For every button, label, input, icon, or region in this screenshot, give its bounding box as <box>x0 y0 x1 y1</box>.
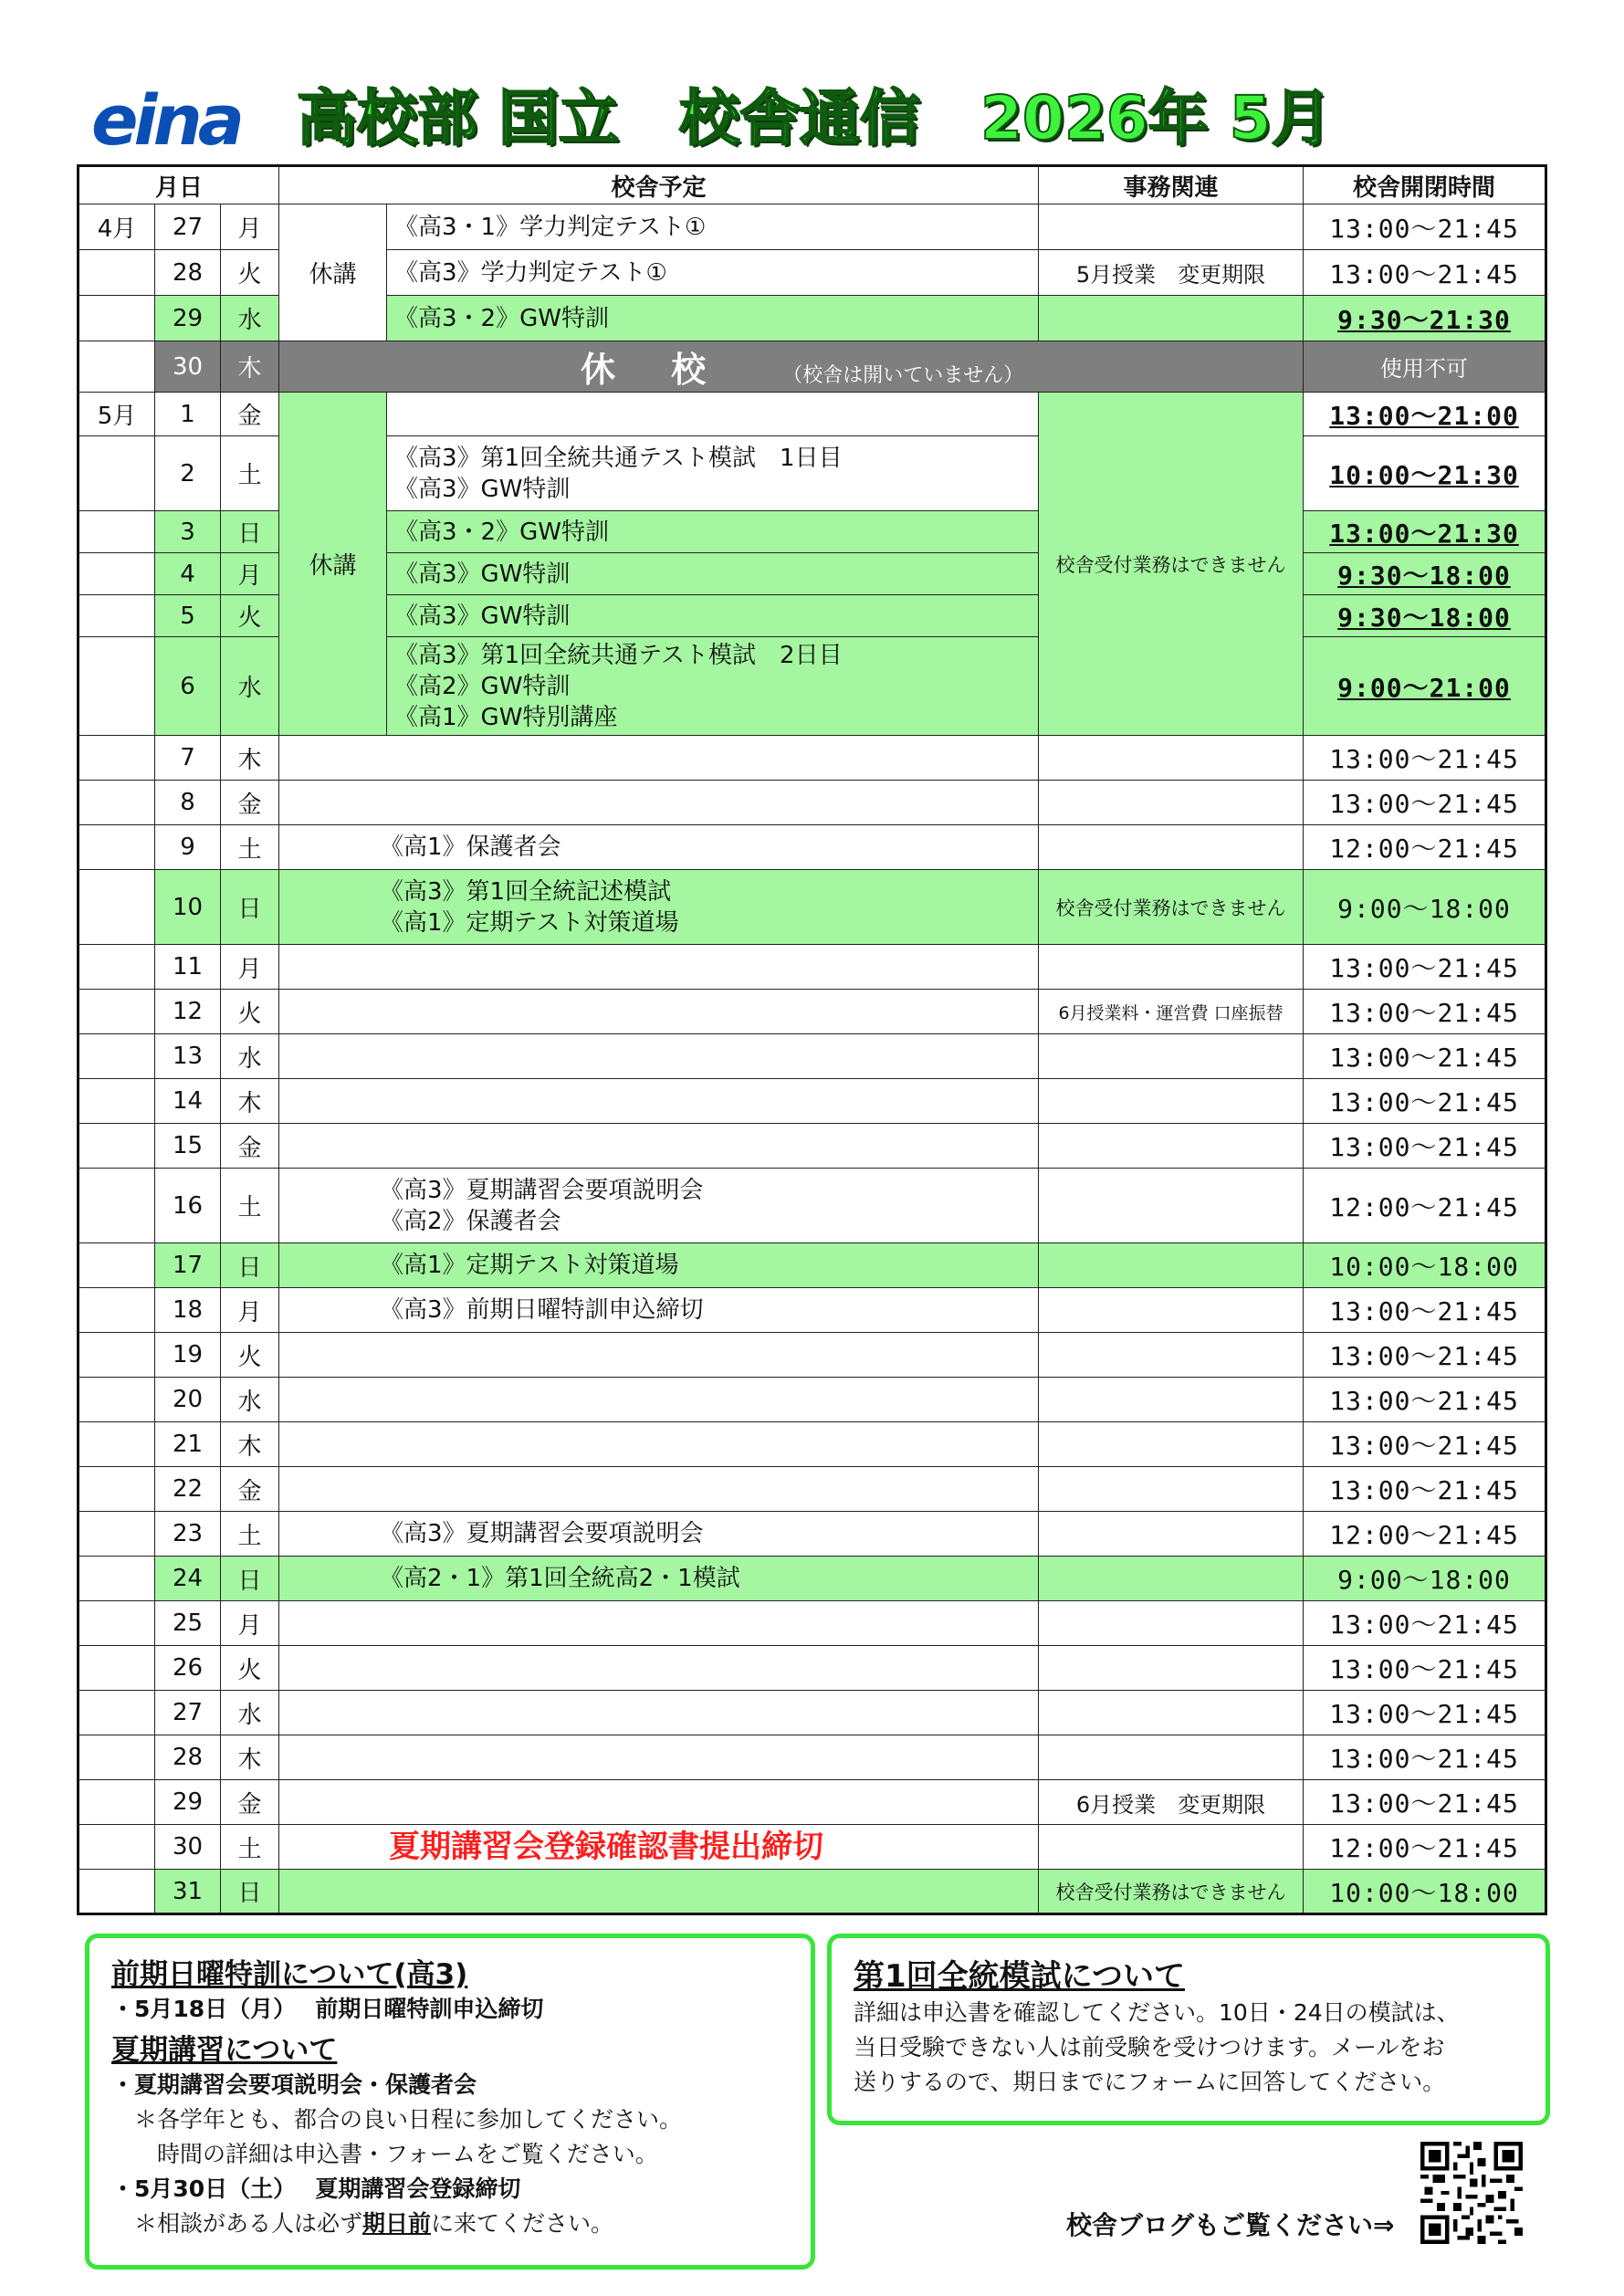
table-row <box>79 1512 1546 1557</box>
event-cell: 《高3》GW特訓 <box>387 595 1039 637</box>
notice-line: 当日受験できない人は前受験を受けつけます。メールをお <box>854 2034 1445 2060</box>
notice-text: ＊相談がある人は必ず <box>111 2210 363 2237</box>
event-line: 《高3》GW特訓 <box>394 475 571 503</box>
month-cell <box>79 1870 155 1914</box>
month-cell <box>79 870 155 945</box>
weekday-cell: 火 <box>221 1646 279 1691</box>
day-cell: 23 <box>155 1512 221 1557</box>
day-cell: 16 <box>155 1169 221 1243</box>
weekday-cell: 土 <box>221 1825 279 1870</box>
header-hours: 校舎開閉時間 <box>1304 166 1546 204</box>
hours-cell: 9:30～21:30 <box>1304 296 1546 341</box>
table-row <box>79 1079 1546 1124</box>
day-cell: 31 <box>155 1870 221 1914</box>
day-cell: 30 <box>155 1825 221 1870</box>
office-cell <box>1039 781 1304 825</box>
day-cell: 13 <box>155 1034 221 1079</box>
notice-heading: 夏期講習について <box>111 2034 338 2067</box>
notice-line: 詳細は申込書を確認してください。10日・24日の模試は、 <box>854 1999 1460 2026</box>
hours-cell: 9:30～18:00 <box>1304 553 1546 595</box>
notice-line <box>111 2207 811 2241</box>
hours-cell: 12:00～21:45 <box>1304 1169 1546 1243</box>
table-row <box>79 1691 1546 1735</box>
header-schedule: 校舎予定 <box>279 166 1039 204</box>
day-cell: 9 <box>155 825 221 870</box>
event-cell <box>279 1691 1039 1735</box>
weekday-cell: 土 <box>221 825 279 870</box>
table-row <box>79 1288 1546 1333</box>
month-cell <box>79 825 155 870</box>
hours-cell: 12:00～21:45 <box>1304 825 1546 870</box>
weekday-cell: 日 <box>221 1557 279 1601</box>
weekday-cell: 金 <box>221 393 279 436</box>
hours-cell: 13:00～21:45 <box>1304 990 1546 1034</box>
day-cell: 5 <box>155 595 221 637</box>
hours-cell: 13:00～21:45 <box>1304 1735 1546 1780</box>
event-cell <box>279 990 1039 1034</box>
event-line: 《高3》第1回全統共通テスト模試 2日目 <box>394 641 843 669</box>
qr-code-icon[interactable] <box>1420 2142 1523 2244</box>
office-cell <box>1039 1557 1304 1601</box>
month-cell <box>79 945 155 990</box>
office-cell <box>1039 1601 1304 1646</box>
event-cell <box>279 1079 1039 1124</box>
table-row <box>79 990 1546 1034</box>
month-cell <box>79 1825 155 1870</box>
hours-cell: 12:00～21:45 <box>1304 1512 1546 1557</box>
office-cell <box>1039 1333 1304 1378</box>
kyuko-cell: 休講 <box>279 204 387 341</box>
notice-text: に来てください。 <box>431 2210 614 2237</box>
hours-cell: 13:00～21:45 <box>1304 945 1546 990</box>
day-cell: 4 <box>155 553 221 595</box>
hours-cell: 10:00～21:30 <box>1304 436 1546 511</box>
day-cell: 6 <box>155 637 221 736</box>
day-cell: 20 <box>155 1378 221 1422</box>
office-cell <box>1039 1378 1304 1422</box>
notice-box-mock-exam <box>827 1934 1550 2125</box>
office-cell <box>1039 1243 1304 1288</box>
weekday-cell: 金 <box>221 1780 279 1825</box>
office-cell: 校舎受付業務はできません <box>1039 393 1304 736</box>
hours-cell: 13:00～21:45 <box>1304 204 1546 250</box>
event-cell <box>279 1780 1039 1825</box>
hours-cell: 13:00～21:45 <box>1304 781 1546 825</box>
month-cell <box>79 1557 155 1601</box>
month-cell <box>79 1601 155 1646</box>
table-row <box>79 1646 1546 1691</box>
hours-cell: 9:00～21:00 <box>1304 637 1546 736</box>
event-cell: 《高3・2》GW特訓 <box>387 511 1039 553</box>
day-cell: 29 <box>155 296 221 341</box>
day-cell: 14 <box>155 1079 221 1124</box>
weekday-cell: 木 <box>221 1735 279 1780</box>
weekday-cell: 火 <box>221 250 279 296</box>
day-cell: 1 <box>155 393 221 436</box>
event-line: 《高1》GW特別講座 <box>394 703 618 731</box>
month-cell <box>79 637 155 736</box>
month-cell <box>79 1243 155 1288</box>
day-cell: 28 <box>155 1735 221 1780</box>
office-cell <box>1039 1034 1304 1079</box>
weekday-cell: 水 <box>221 1034 279 1079</box>
weekday-cell: 金 <box>221 1467 279 1512</box>
month-cell <box>79 990 155 1034</box>
hours-cell: 13:00～21:00 <box>1304 393 1546 436</box>
hours-cell: 13:00～21:45 <box>1304 250 1546 296</box>
hours-cell: 9:00～18:00 <box>1304 870 1546 945</box>
hours-cell: 13:00～21:45 <box>1304 736 1546 781</box>
table-row-closed <box>79 341 1546 393</box>
weekday-cell: 日 <box>221 870 279 945</box>
event-cell: 《高3・1》学力判定テスト① <box>387 204 1039 250</box>
event-line: 《高3》第1回全統記述模試 <box>380 877 672 906</box>
office-cell <box>1039 736 1304 781</box>
table-row <box>79 1124 1546 1169</box>
weekday-cell: 水 <box>221 637 279 736</box>
month-cell <box>79 341 155 393</box>
event-line: 《高3》第1回全統共通テスト模試 1日目 <box>394 444 843 472</box>
header <box>91 79 1552 161</box>
month-cell: 4月 <box>79 204 155 250</box>
table-row <box>79 393 1546 436</box>
day-cell: 26 <box>155 1646 221 1691</box>
weekday-cell: 金 <box>221 1124 279 1169</box>
hours-cell: 13:00～21:45 <box>1304 1467 1546 1512</box>
day-cell: 12 <box>155 990 221 1034</box>
office-cell <box>1039 945 1304 990</box>
hours-cell: 13:00～21:45 <box>1304 1079 1546 1124</box>
month-cell: 5月 <box>79 393 155 436</box>
weekday-cell: 日 <box>221 1243 279 1288</box>
weekday-cell: 火 <box>221 1333 279 1378</box>
office-cell <box>1039 204 1304 250</box>
hours-cell: 13:00～21:45 <box>1304 1422 1546 1467</box>
day-cell: 27 <box>155 1691 221 1735</box>
office-cell <box>1039 1079 1304 1124</box>
event-cell: 《高3》夏期講習会要項説明会 <box>279 1512 1039 1557</box>
hours-cell: 13:00～21:45 <box>1304 1601 1546 1646</box>
office-cell <box>1039 1467 1304 1512</box>
closed-cell <box>279 341 1304 393</box>
table-row <box>79 1169 1546 1243</box>
event-cell <box>279 1646 1039 1691</box>
table-row <box>79 1735 1546 1780</box>
deadline-event-cell: 夏期講習会登録確認書提出締切 <box>279 1825 1039 1870</box>
weekday-cell: 日 <box>221 511 279 553</box>
month-cell <box>79 436 155 511</box>
event-cell <box>279 1169 1039 1243</box>
office-cell: 校舎受付業務はできません <box>1039 870 1304 945</box>
weekday-cell: 水 <box>221 296 279 341</box>
eina-logo: eina <box>91 79 240 161</box>
month-cell <box>79 595 155 637</box>
month-cell <box>79 1735 155 1780</box>
day-cell: 7 <box>155 736 221 781</box>
hours-cell: 13:00～21:45 <box>1304 1034 1546 1079</box>
day-cell: 11 <box>155 945 221 990</box>
event-cell: 《高3》前期日曜特訓申込締切 <box>279 1288 1039 1333</box>
notice-line: ・5月30日（土） 夏期講習会登録締切 <box>111 2175 521 2202</box>
day-cell: 18 <box>155 1288 221 1333</box>
day-cell: 27 <box>155 204 221 250</box>
day-cell: 8 <box>155 781 221 825</box>
event-cell <box>279 1422 1039 1467</box>
event-cell <box>279 1124 1039 1169</box>
office-cell <box>1039 1512 1304 1557</box>
day-cell: 15 <box>155 1124 221 1169</box>
table-row <box>79 1601 1546 1646</box>
table-row <box>79 1243 1546 1288</box>
day-cell: 29 <box>155 1780 221 1825</box>
event-cell: 《高3》学力判定テスト① <box>387 250 1039 296</box>
office-cell <box>1039 1169 1304 1243</box>
weekday-cell: 土 <box>221 1512 279 1557</box>
kyuko-cell: 休講 <box>279 393 387 736</box>
event-cell: 《高2・1》第1回全統高2・1模試 <box>279 1557 1039 1601</box>
table-row <box>79 825 1546 870</box>
office-cell <box>1039 1288 1304 1333</box>
event-cell <box>387 436 1039 511</box>
event-cell <box>279 1735 1039 1780</box>
table-row <box>79 870 1546 945</box>
office-cell: 6月授業料・運営費 口座振替 <box>1039 990 1304 1034</box>
office-cell <box>1039 825 1304 870</box>
event-line: 《高3》夏期講習会要項説明会 <box>380 1176 704 1204</box>
page-title: 高校部 国立 校舎通信 2026年 5月 <box>297 83 1332 153</box>
table-row <box>79 736 1546 781</box>
table-row <box>79 781 1546 825</box>
weekday-cell: 土 <box>221 436 279 511</box>
day-cell: 24 <box>155 1557 221 1601</box>
month-cell <box>79 1378 155 1422</box>
table-row <box>79 1825 1546 1870</box>
office-cell <box>1039 1124 1304 1169</box>
weekday-cell: 木 <box>221 1422 279 1467</box>
weekday-cell: 月 <box>221 945 279 990</box>
day-cell: 3 <box>155 511 221 553</box>
month-cell <box>79 250 155 296</box>
weekday-cell: 月 <box>221 1601 279 1646</box>
office-cell <box>1039 1825 1304 1870</box>
event-cell: 《高3・2》GW特訓 <box>387 296 1039 341</box>
day-cell: 28 <box>155 250 221 296</box>
day-cell: 25 <box>155 1601 221 1646</box>
event-line: 《高2》保護者会 <box>380 1207 561 1235</box>
deadline-emphasis: 期日前 <box>362 2210 432 2237</box>
office-cell <box>1039 296 1304 341</box>
notice-heading: 前期日曜特訓について(高3) <box>111 1958 468 1991</box>
table-header-row <box>79 166 1546 204</box>
notice-line: 送りするので、期日までにフォームに回答してください。 <box>854 2069 1446 2095</box>
month-cell <box>79 1034 155 1079</box>
event-cell: 《高3》GW特訓 <box>387 553 1039 595</box>
hours-cell: 13:00～21:45 <box>1304 1691 1546 1735</box>
month-cell <box>79 1333 155 1378</box>
event-cell <box>279 870 1039 945</box>
notice-heading: 第1回全統模試について <box>854 1958 1185 1995</box>
table-row <box>79 1333 1546 1378</box>
weekday-cell: 木 <box>221 736 279 781</box>
day-cell: 17 <box>155 1243 221 1288</box>
hours-cell: 13:00～21:45 <box>1304 1288 1546 1333</box>
header-date: 月日 <box>79 166 279 204</box>
weekday-cell: 土 <box>221 1169 279 1243</box>
hours-cell: 12:00～21:45 <box>1304 1825 1546 1870</box>
header-office: 事務関連 <box>1039 166 1304 204</box>
event-cell <box>279 1467 1039 1512</box>
weekday-cell: 水 <box>221 1691 279 1735</box>
month-cell <box>79 1124 155 1169</box>
table-row <box>79 1870 1546 1914</box>
day-cell: 22 <box>155 1467 221 1512</box>
hours-cell: 13:00～21:30 <box>1304 511 1546 553</box>
hours-cell: 13:00～21:45 <box>1304 1333 1546 1378</box>
notice-line: ・5月18日（月） 前期日曜特訓申込締切 <box>111 1996 544 2022</box>
notice-line: ・夏期講習会要項説明会・保護者会 <box>111 2071 477 2098</box>
hours-cell: 9:00～18:00 <box>1304 1557 1546 1601</box>
month-cell <box>79 1646 155 1691</box>
month-cell <box>79 511 155 553</box>
office-cell: 5月授業 変更期限 <box>1039 250 1304 296</box>
office-cell: 6月授業 変更期限 <box>1039 1780 1304 1825</box>
month-cell <box>79 1780 155 1825</box>
event-cell <box>279 781 1039 825</box>
closed-label: 休 校 <box>581 350 728 390</box>
month-cell <box>79 1169 155 1243</box>
blog-link-text[interactable]: 校舎ブログもご覧ください⇒ <box>1066 2210 1395 2240</box>
month-cell <box>79 1079 155 1124</box>
table-row <box>79 1378 1546 1422</box>
weekday-cell: 木 <box>221 1079 279 1124</box>
day-cell: 30 <box>155 341 221 393</box>
table-row <box>79 1034 1546 1079</box>
event-cell: 《高1》定期テスト対策道場 <box>279 1243 1039 1288</box>
day-cell: 19 <box>155 1333 221 1378</box>
event-cell: 《高1》保護者会 <box>279 825 1039 870</box>
event-cell <box>279 736 1039 781</box>
hours-cell: 9:30～18:00 <box>1304 595 1546 637</box>
weekday-cell: 月 <box>221 204 279 250</box>
office-cell <box>1039 1735 1304 1780</box>
month-cell <box>79 1288 155 1333</box>
weekday-cell: 木 <box>221 341 279 393</box>
weekday-cell: 火 <box>221 990 279 1034</box>
table-row <box>79 945 1546 990</box>
event-cell <box>279 1870 1039 1914</box>
weekday-cell: 金 <box>221 781 279 825</box>
month-cell <box>79 736 155 781</box>
event-line: 《高1》定期テスト対策道場 <box>380 908 679 937</box>
hours-cell: 13:00～21:45 <box>1304 1646 1546 1691</box>
month-cell <box>79 1422 155 1467</box>
hours-cell: 13:00～21:45 <box>1304 1124 1546 1169</box>
hours-cell: 13:00～21:45 <box>1304 1378 1546 1422</box>
month-cell <box>79 1467 155 1512</box>
month-cell <box>79 781 155 825</box>
hours-cell: 10:00～18:00 <box>1304 1870 1546 1914</box>
table-row <box>79 1467 1546 1512</box>
weekday-cell: 水 <box>221 1378 279 1422</box>
hours-cell: 使用不可 <box>1304 341 1546 393</box>
notice-box-sunday-summer <box>85 1934 815 2270</box>
notice-line: ＊各学年とも、都合の良い日程に参加してください。 <box>111 2106 683 2133</box>
month-cell <box>79 1691 155 1735</box>
office-cell <box>1039 1691 1304 1735</box>
hours-cell: 13:00～21:45 <box>1304 1780 1546 1825</box>
weekday-cell: 月 <box>221 1288 279 1333</box>
event-line: 《高2》GW特訓 <box>394 672 571 700</box>
schedule-table <box>77 164 1547 1915</box>
hours-cell: 10:00～18:00 <box>1304 1243 1546 1288</box>
closed-note: （校舎は開いていません） <box>782 364 1024 387</box>
office-cell: 校舎受付業務はできません <box>1039 1870 1304 1914</box>
event-cell <box>387 637 1039 736</box>
event-cell <box>279 945 1039 990</box>
event-cell <box>279 1333 1039 1378</box>
table-row <box>79 1780 1546 1825</box>
notice-line: 時間の詳細は申込書・フォームをご覧ください。 <box>111 2141 658 2167</box>
table-row <box>79 1557 1546 1601</box>
month-cell <box>79 553 155 595</box>
weekday-cell: 日 <box>221 1870 279 1914</box>
office-cell <box>1039 1422 1304 1467</box>
event-cell <box>279 1601 1039 1646</box>
table-row <box>79 1422 1546 1467</box>
office-cell <box>1039 1646 1304 1691</box>
event-cell <box>387 393 1039 436</box>
weekday-cell: 火 <box>221 595 279 637</box>
day-cell: 10 <box>155 870 221 945</box>
event-cell <box>279 1034 1039 1079</box>
day-cell: 2 <box>155 436 221 511</box>
month-cell <box>79 296 155 341</box>
weekday-cell: 月 <box>221 553 279 595</box>
table-row <box>79 204 1546 250</box>
day-cell: 21 <box>155 1422 221 1467</box>
month-cell <box>79 1512 155 1557</box>
event-cell <box>279 1378 1039 1422</box>
